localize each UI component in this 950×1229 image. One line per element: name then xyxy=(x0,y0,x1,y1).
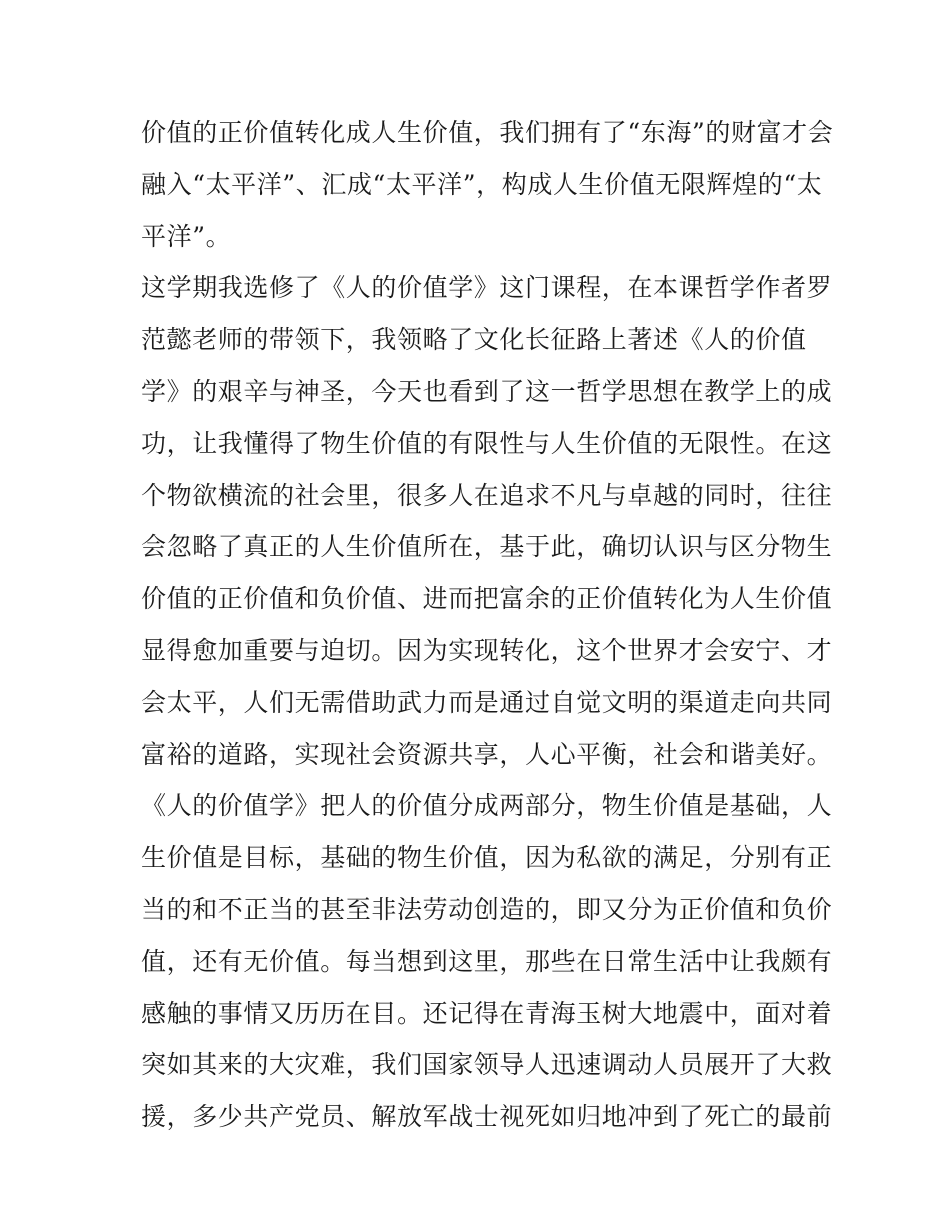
text-line: 援，多少共产党员、解放军战士视死如归地冲到了死亡的最前 xyxy=(141,1102,833,1132)
text-line: 价值的正价值转化成人生价值，我们拥有了“东海”的财富才会 xyxy=(141,118,834,147)
text-line: 当的和不正当的甚至非法劳动创造的，即又分为正价值和负价 xyxy=(141,894,833,924)
text-line: 显得愈加重要与迫切。因为实现转化，这个世界才会安宁、才 xyxy=(141,635,833,665)
text-line: 价值的正价值和负价值、进而把富余的正价值转化为人生价值 xyxy=(141,584,833,614)
text-line: 会忽略了真正的人生价值所在，基于此，确切认识与区分物生 xyxy=(141,532,833,562)
text-line: 这学期我选修了《人的价值学》这门课程，在本课哲学作者罗 xyxy=(141,273,833,303)
text-line: 会太平，人们无需借助武力而是通过自觉文明的渠道走向共同 xyxy=(141,687,833,717)
text-line: 感触的事情又历历在目。还记得在青海玉树大地震中，面对着 xyxy=(141,998,833,1028)
text-line: 范懿老师的带领下，我领略了文化长征路上著述《人的价值 xyxy=(141,325,807,355)
body-text xyxy=(141,107,834,1143)
text-line: 富裕的道路，实现社会资源共享，人心平衡，社会和谐美好。 xyxy=(141,739,833,769)
text-line: 平洋”。 xyxy=(141,221,232,251)
text-line: 值，还有无价值。每当想到这里，那些在日常生活中让我颇有 xyxy=(141,946,833,976)
text-line: 《人的价值学》把人的价值分成两部分，物生价值是基础，人 xyxy=(141,791,833,821)
text-line: 突如其来的大灾难，我们国家领导人迅速调动人员展开了大救 xyxy=(141,1050,833,1080)
text-line: 生价值是目标，基础的物生价值，因为私欲的满足，分别有正 xyxy=(141,843,833,873)
text-line: 功，让我懂得了物生价值的有限性与人生价值的无限性。在这 xyxy=(141,428,833,458)
text-line: 融入“太平洋”、汇成“太平洋”，构成人生价值无限辉煌的“太 xyxy=(141,169,823,199)
text-line: 学》的艰辛与神圣，今天也看到了这一哲学思想在教学上的成 xyxy=(141,376,833,406)
text-line: 个物欲横流的社会里，很多人在追求不凡与卓越的同时，往往 xyxy=(141,480,833,510)
